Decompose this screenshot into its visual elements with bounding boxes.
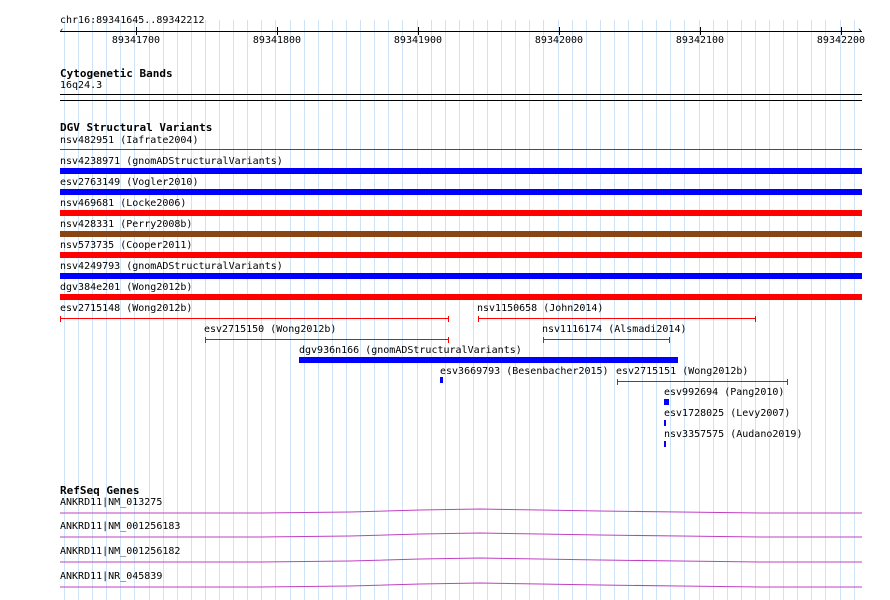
variant-range-end	[543, 337, 544, 343]
variant-feature[interactable]	[664, 399, 669, 405]
gene-model-line[interactable]	[60, 557, 862, 565]
variant-feature[interactable]	[60, 273, 862, 279]
variant-label[interactable]: nsv3357575 (Audano2019)	[664, 429, 803, 440]
variant-feature[interactable]	[60, 149, 862, 150]
ruler-tick-label: 89342200	[816, 35, 866, 46]
gene-label[interactable]: ANKRD11|NM_001256182	[60, 546, 181, 557]
variant-feature[interactable]	[617, 381, 788, 382]
variant-label[interactable]: esv2715151 (Wong2012b)	[616, 366, 749, 377]
variant-label[interactable]: nsv428331 (Perry2008b)	[60, 219, 193, 230]
ruler-tick-label: 89341800	[252, 35, 302, 46]
variant-feature[interactable]	[543, 339, 670, 340]
gene-label[interactable]: ANKRD11|NM_001256183	[60, 521, 181, 532]
variant-label[interactable]: dgv384e201 (Wong2012b)	[60, 282, 193, 293]
variant-label[interactable]: esv2715148 (Wong2012b)	[60, 303, 193, 314]
variant-range-end	[755, 316, 756, 322]
variant-label[interactable]: esv992694 (Pang2010)	[664, 387, 785, 398]
variant-feature[interactable]	[664, 420, 666, 426]
variant-label[interactable]: dgv936n166 (gnomADStructuralVariants)	[299, 345, 522, 356]
ruler-left-arrow: ‹	[59, 26, 65, 36]
variant-label[interactable]: nsv1150658 (John2014)	[477, 303, 604, 314]
ruler-tick-label: 89342100	[675, 35, 725, 46]
cytoband-label[interactable]: 16q24.3	[60, 80, 103, 91]
track-separator	[60, 100, 862, 101]
ruler-axis	[60, 31, 862, 32]
variant-feature[interactable]	[60, 210, 862, 216]
variant-label[interactable]: esv3669793 (Besenbacher2015)	[440, 366, 609, 377]
variant-feature[interactable]	[60, 294, 862, 300]
variant-feature[interactable]	[60, 189, 862, 195]
variant-range-end	[205, 337, 206, 343]
gene-intron-path	[60, 583, 862, 587]
ruler-tick-label: 89341900	[393, 35, 443, 46]
gene-model-line[interactable]	[60, 532, 862, 540]
variant-feature[interactable]	[60, 231, 862, 237]
cytoband-bar[interactable]	[60, 94, 862, 95]
variant-label[interactable]: esv2763149 (Vogler2010)	[60, 177, 199, 188]
variant-feature[interactable]	[60, 252, 862, 258]
gene-label[interactable]: ANKRD11|NR_045839	[60, 571, 163, 582]
variant-range-end	[60, 316, 61, 322]
variant-feature[interactable]	[664, 441, 666, 447]
variant-label[interactable]: nsv573735 (Cooper2011)	[60, 240, 193, 251]
dgv-track-title[interactable]: DGV Structural Variants	[60, 121, 213, 134]
ruler-right-arrow: ›	[857, 26, 863, 36]
variant-range-end	[448, 316, 449, 322]
variant-label[interactable]: nsv4249793 (gnomADStructuralVariants)	[60, 261, 283, 272]
variant-feature[interactable]	[440, 377, 443, 383]
gene-intron-path	[60, 533, 862, 537]
variant-label[interactable]: nsv1116174 (Alsmadi2014)	[542, 324, 687, 335]
ruler-location: chr16:89341645..89342212	[60, 15, 205, 26]
variant-label[interactable]: nsv469681 (Locke2006)	[60, 198, 187, 209]
variant-range-end	[448, 337, 449, 343]
variant-label[interactable]: esv2715150 (Wong2012b)	[204, 324, 337, 335]
variant-feature[interactable]	[299, 357, 678, 363]
gene-label[interactable]: ANKRD11|NM_013275	[60, 497, 163, 508]
gene-intron-path	[60, 558, 862, 562]
variant-label[interactable]: nsv482951 (Iafrate2004)	[60, 135, 199, 146]
cytogenetic-track-title[interactable]: Cytogenetic Bands	[60, 67, 173, 80]
variant-feature[interactable]	[205, 339, 449, 340]
variant-range-end	[478, 316, 479, 322]
variant-range-end	[669, 337, 670, 343]
variant-range-end	[617, 379, 618, 385]
variant-feature[interactable]	[60, 318, 449, 319]
gene-intron-path	[60, 509, 862, 513]
variant-range-end	[787, 379, 788, 385]
gene-model-line[interactable]	[60, 508, 862, 516]
ruler-tick-label: 89342000	[534, 35, 584, 46]
ruler-tick-label: 89341700	[111, 35, 161, 46]
variant-label[interactable]: nsv4238971 (gnomADStructuralVariants)	[60, 156, 283, 167]
gene-model-line[interactable]	[60, 582, 862, 590]
variant-label[interactable]: esv1728025 (Levy2007)	[664, 408, 791, 419]
refseq-track-title[interactable]: RefSeq Genes	[60, 484, 140, 497]
variant-feature[interactable]	[478, 318, 756, 319]
variant-feature[interactable]	[60, 168, 862, 174]
